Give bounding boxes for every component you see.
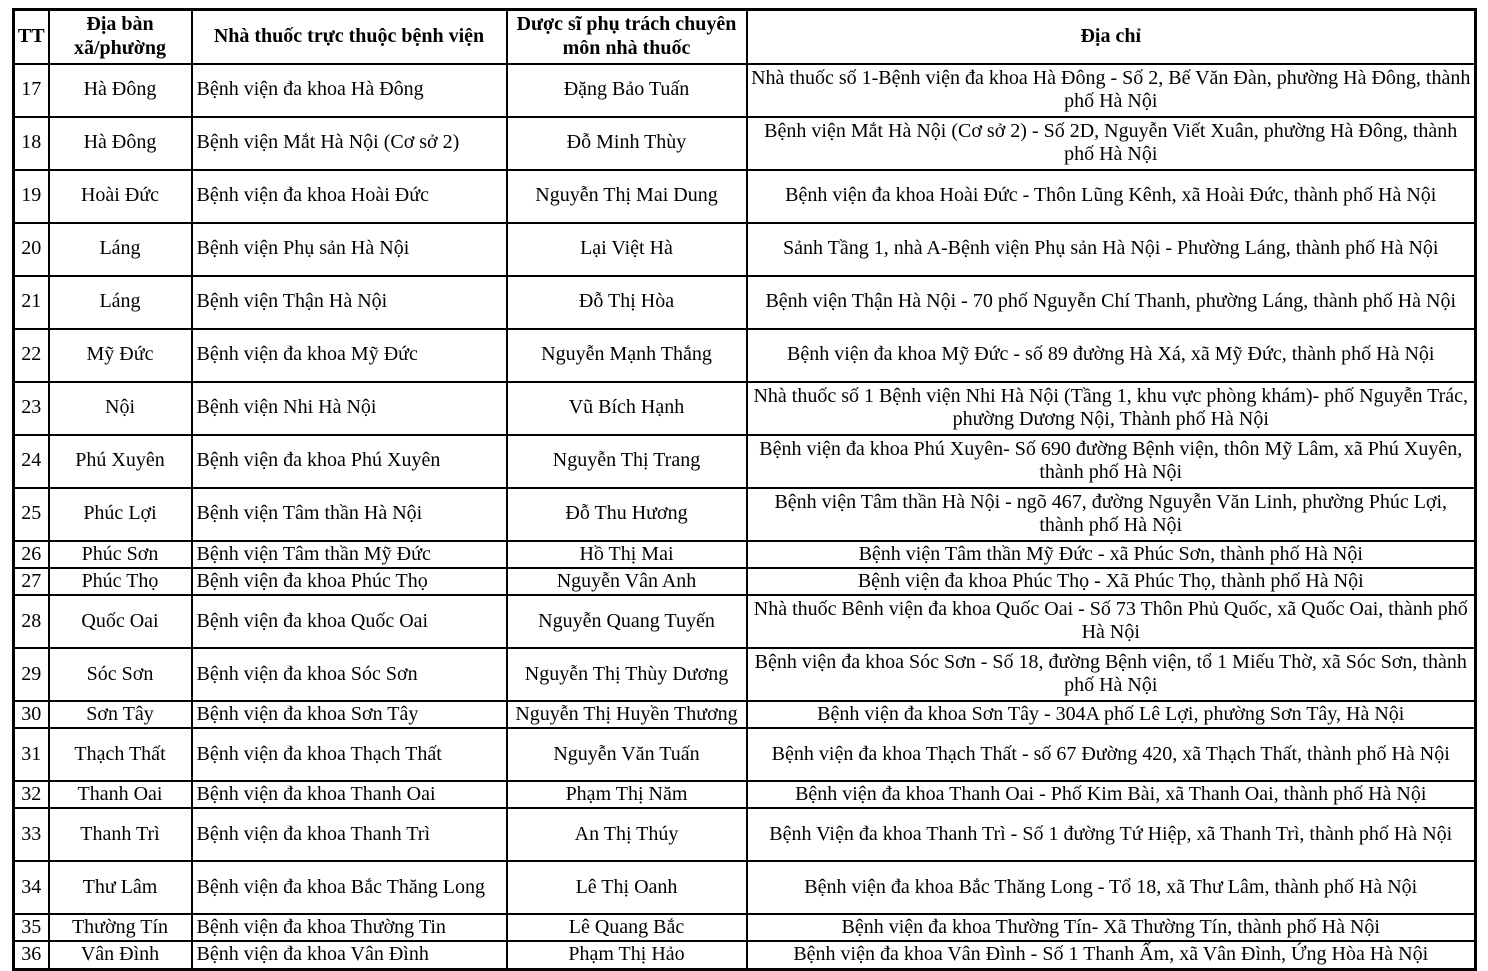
district-cell: Phúc Sơn xyxy=(49,541,192,568)
row-number-cell: 26 xyxy=(14,541,49,568)
pharmacist-name-cell: Nguyễn Thị Trang xyxy=(507,435,747,488)
district-cell: Thanh Oai xyxy=(49,781,192,808)
address-cell: Bệnh viện Tâm thần Hà Nội - ngõ 467, đường Nguyễn Văn Linh, phường Phúc Lợi, thành phố Hà Nội xyxy=(747,488,1476,541)
row-number-cell: 21 xyxy=(14,276,49,329)
pharmacist-name-cell: Lê Quang Bắc xyxy=(507,914,747,941)
pharmacist-name-cell: Nguyễn Thị Huyền Thương xyxy=(507,701,747,728)
pharmacist-name-cell: Nguyễn Thị Mai Dung xyxy=(507,170,747,223)
pharmacy-name-cell: Bệnh viện đa khoa Sơn Tây xyxy=(192,701,507,728)
pharmacy-name-cell: Bệnh viện đa khoa Hà Đông xyxy=(192,64,507,117)
table-row xyxy=(14,701,1476,728)
address-cell: Bệnh viện đa khoa Hoài Đức - Thôn Lũng Kênh, xã Hoài Đức, thành phố Hà Nội xyxy=(747,170,1476,223)
header-row xyxy=(14,10,1476,64)
address-cell: Bệnh viện đa khoa Thường Tín- Xã Thường Tín, thành phố Hà Nội xyxy=(747,914,1476,941)
district-cell: Sơn Tây xyxy=(49,701,192,728)
table-row xyxy=(14,808,1476,861)
district-cell: Thường Tín xyxy=(49,914,192,941)
table-row xyxy=(14,541,1476,568)
district-cell: Thạch Thất xyxy=(49,728,192,781)
pharmacist-name-cell: Lê Thị Oanh xyxy=(507,861,747,914)
pharmacy-name-cell: Bệnh viện đa khoa Phú Xuyên xyxy=(192,435,507,488)
row-number-cell: 20 xyxy=(14,223,49,276)
column-header-tt: TT xyxy=(14,10,49,64)
pharmacy-name-cell: Bệnh viện Thận Hà Nội xyxy=(192,276,507,329)
table-row xyxy=(14,941,1476,969)
row-number-cell: 27 xyxy=(14,568,49,595)
pharmacy-name-cell: Bệnh viện Tâm thần Mỹ Đức xyxy=(192,541,507,568)
pharmacist-name-cell: Nguyễn Quang Tuyến xyxy=(507,595,747,648)
table-row xyxy=(14,488,1476,541)
pharmacist-name-cell: Phạm Thị Hảo xyxy=(507,941,747,969)
pharmacist-name-cell: Hồ Thị Mai xyxy=(507,541,747,568)
pharmacy-name-cell: Bệnh viện Tâm thần Hà Nội xyxy=(192,488,507,541)
address-cell: Bệnh Viện đa khoa Thanh Trì - Số 1 đường Tứ Hiệp, xã Thanh Trì, thành phố Hà Nội xyxy=(747,808,1476,861)
pharmacy-name-cell: Bệnh viện đa khoa Mỹ Đức xyxy=(192,329,507,382)
row-number-cell: 32 xyxy=(14,781,49,808)
district-cell: Phúc Thọ xyxy=(49,568,192,595)
row-number-cell: 22 xyxy=(14,329,49,382)
pharmacy-name-cell: Bệnh viện đa khoa Thạch Thất xyxy=(192,728,507,781)
address-cell: Nhà thuốc số 1 Bệnh viện Nhi Hà Nội (Tầng 1, khu vực phòng khám)- phố Nguyễn Trác, phường Dương Nội, Thành phố Hà Nội xyxy=(747,382,1476,435)
table-row xyxy=(14,223,1476,276)
row-number-cell: 28 xyxy=(14,595,49,648)
district-cell: Hà Đông xyxy=(49,117,192,170)
pharmacist-name-cell: Nguyễn Vân Anh xyxy=(507,568,747,595)
pharmacy-name-cell: Bệnh viện Nhi Hà Nội xyxy=(192,382,507,435)
address-cell: Bệnh viện đa khoa Thanh Oai - Phố Kim Bài, xã Thanh Oai, thành phố Hà Nội xyxy=(747,781,1476,808)
address-cell: Bệnh viện đa khoa Bắc Thăng Long - Tổ 18, xã Thư Lâm, thành phố Hà Nội xyxy=(747,861,1476,914)
column-header-district: Địa bàn xã/phường xyxy=(49,10,192,64)
row-number-cell: 18 xyxy=(14,117,49,170)
pharmacist-name-cell: Lại Việt Hà xyxy=(507,223,747,276)
row-number-cell: 31 xyxy=(14,728,49,781)
row-number-cell: 29 xyxy=(14,648,49,701)
row-number-cell: 24 xyxy=(14,435,49,488)
pharmacist-name-cell: Đỗ Thị Hòa xyxy=(507,276,747,329)
row-number-cell: 23 xyxy=(14,382,49,435)
address-cell: Bệnh viện đa khoa Vân Đình - Số 1 Thanh Ấm, xã Vân Đình, Ứng Hòa Hà Nội xyxy=(747,941,1476,969)
table-row xyxy=(14,914,1476,941)
pharmacist-name-cell: Nguyễn Thị Thùy Dương xyxy=(507,648,747,701)
address-cell: Bệnh viện đa khoa Sóc Sơn - Số 18, đường Bệnh viện, tổ 1 Miếu Thờ, xã Sóc Sơn, thành phố Hà Nội xyxy=(747,648,1476,701)
table-row xyxy=(14,117,1476,170)
district-cell: Láng xyxy=(49,276,192,329)
address-cell: Nhà thuốc số 1-Bệnh viện đa khoa Hà Đông - Số 2, Bế Văn Đàn, phường Hà Đông, thành phố Hà Nội xyxy=(747,64,1476,117)
table-row xyxy=(14,595,1476,648)
pharmacy-name-cell: Bệnh viện Mắt Hà Nội (Cơ sở 2) xyxy=(192,117,507,170)
pharmacist-name-cell: Đỗ Minh Thùy xyxy=(507,117,747,170)
district-cell: Hà Đông xyxy=(49,64,192,117)
column-header-pharmacist: Dược sĩ phụ trách chuyên môn nhà thuốc xyxy=(507,10,747,64)
row-number-cell: 17 xyxy=(14,64,49,117)
pharmacy-name-cell: Bệnh viện đa khoa Sóc Sơn xyxy=(192,648,507,701)
pharmacy-name-cell: Bệnh viện đa khoa Quốc Oai xyxy=(192,595,507,648)
table-row xyxy=(14,861,1476,914)
pharmacist-name-cell: Đặng Bảo Tuấn xyxy=(507,64,747,117)
table-row xyxy=(14,568,1476,595)
column-header-address: Địa chỉ xyxy=(747,10,1476,64)
table-row xyxy=(14,781,1476,808)
district-cell: Thanh Trì xyxy=(49,808,192,861)
table-row xyxy=(14,64,1476,117)
table-row xyxy=(14,728,1476,781)
row-number-cell: 33 xyxy=(14,808,49,861)
row-number-cell: 30 xyxy=(14,701,49,728)
table-row xyxy=(14,382,1476,435)
pharmacy-name-cell: Bệnh viện đa khoa Bắc Thăng Long xyxy=(192,861,507,914)
table-row xyxy=(14,276,1476,329)
row-number-cell: 36 xyxy=(14,941,49,969)
row-number-cell: 34 xyxy=(14,861,49,914)
address-cell: Bệnh viện đa khoa Phúc Thọ - Xã Phúc Thọ, thành phố Hà Nội xyxy=(747,568,1476,595)
row-number-cell: 35 xyxy=(14,914,49,941)
pharmacy-name-cell: Bệnh viện đa khoa Thanh Oai xyxy=(192,781,507,808)
hospital-pharmacy-table xyxy=(12,8,1477,971)
district-cell: Láng xyxy=(49,223,192,276)
pharmacist-name-cell: An Thị Thúy xyxy=(507,808,747,861)
district-cell: Thư Lâm xyxy=(49,861,192,914)
address-cell: Bệnh viện Thận Hà Nội - 70 phố Nguyễn Chí Thanh, phường Láng, thành phố Hà Nội xyxy=(747,276,1476,329)
pharmacy-name-cell: Bệnh viện đa khoa Thường Tin xyxy=(192,914,507,941)
district-cell: Hoài Đức xyxy=(49,170,192,223)
pharmacy-name-cell: Bệnh viện đa khoa Vân Đình xyxy=(192,941,507,969)
pharmacy-name-cell: Bệnh viện đa khoa Phúc Thọ xyxy=(192,568,507,595)
pharmacist-name-cell: Nguyễn Văn Tuấn xyxy=(507,728,747,781)
district-cell: Nội xyxy=(49,382,192,435)
row-number-cell: 19 xyxy=(14,170,49,223)
district-cell: Vân Đình xyxy=(49,941,192,969)
address-cell: Bệnh viện Tâm thần Mỹ Đức - xã Phúc Sơn, thành phố Hà Nội xyxy=(747,541,1476,568)
pharmacy-name-cell: Bệnh viện đa khoa Hoài Đức xyxy=(192,170,507,223)
pharmacist-name-cell: Nguyễn Mạnh Thắng xyxy=(507,329,747,382)
pharmacist-name-cell: Vũ Bích Hạnh xyxy=(507,382,747,435)
address-cell: Bệnh viện Mắt Hà Nội (Cơ sở 2) - Số 2D, Nguyễn Viết Xuân, phường Hà Đông, thành phố Hà Nội xyxy=(747,117,1476,170)
pharmacist-name-cell: Phạm Thị Năm xyxy=(507,781,747,808)
district-cell: Mỹ Đức xyxy=(49,329,192,382)
address-cell: Nhà thuốc Bênh viện đa khoa Quốc Oai - Số 73 Thôn Phủ Quốc, xã Quốc Oai, thành phố Hà Nội xyxy=(747,595,1476,648)
district-cell: Sóc Sơn xyxy=(49,648,192,701)
table-row xyxy=(14,648,1476,701)
pharmacy-name-cell: Bệnh viện đa khoa Thanh Trì xyxy=(192,808,507,861)
table-row xyxy=(14,435,1476,488)
address-cell: Sảnh Tầng 1, nhà A-Bệnh viện Phụ sản Hà Nội - Phường Láng, thành phố Hà Nội xyxy=(747,223,1476,276)
pharmacy-name-cell: Bệnh viện Phụ sản Hà Nội xyxy=(192,223,507,276)
pharmacist-name-cell: Đỗ Thu Hương xyxy=(507,488,747,541)
district-cell: Phúc Lợi xyxy=(49,488,192,541)
address-cell: Bệnh viện đa khoa Phú Xuyên- Số 690 đường Bệnh viện, thôn Mỹ Lâm, xã Phú Xuyên, thành phố Hà Nội xyxy=(747,435,1476,488)
address-cell: Bệnh viện đa khoa Mỹ Đức - số 89 đường Hà Xá, xã Mỹ Đức, thành phố Hà Nội xyxy=(747,329,1476,382)
district-cell: Phú Xuyên xyxy=(49,435,192,488)
district-cell: Quốc Oai xyxy=(49,595,192,648)
table-row xyxy=(14,329,1476,382)
address-cell: Bệnh viện đa khoa Thạch Thất - số 67 Đường 420, xã Thạch Thất, thành phố Hà Nội xyxy=(747,728,1476,781)
address-cell: Bệnh viện đa khoa Sơn Tây - 304A phố Lê Lợi, phường Sơn Tây, Hà Nội xyxy=(747,701,1476,728)
table-row xyxy=(14,170,1476,223)
row-number-cell: 25 xyxy=(14,488,49,541)
column-header-pharmacy: Nhà thuốc trực thuộc bệnh viện xyxy=(192,10,507,64)
